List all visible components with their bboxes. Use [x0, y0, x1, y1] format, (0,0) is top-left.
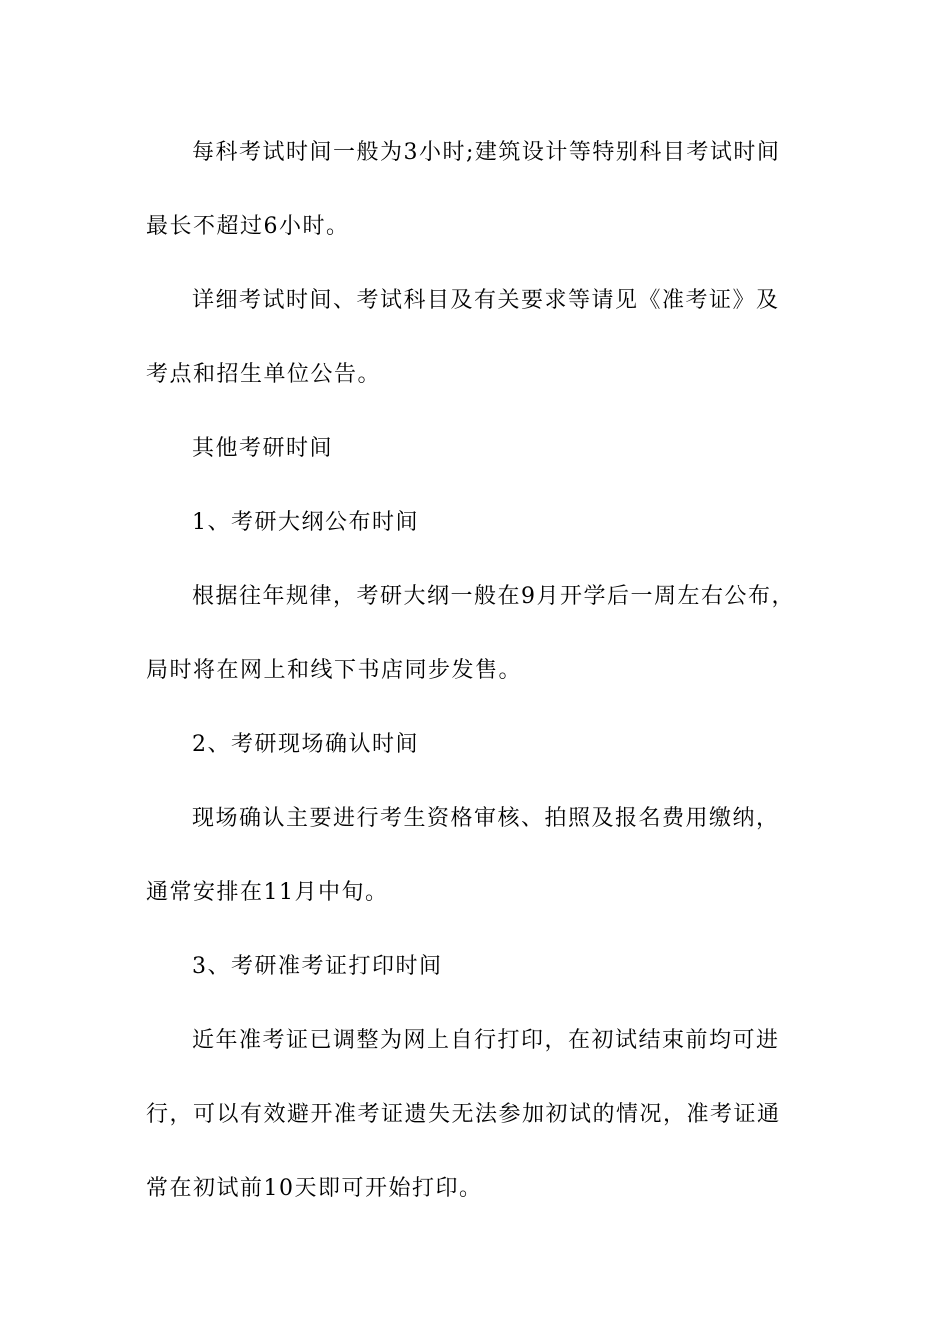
section-heading: 其他考研时间	[192, 436, 334, 461]
subsection-heading: 1、考研大纲公布时间	[192, 510, 419, 535]
paragraph-line: 最长不超过6小时。	[146, 214, 350, 239]
paragraph-line: 考点和招生单位公告。	[146, 362, 382, 387]
paragraph-line: 通常安排在11月中旬。	[146, 880, 389, 905]
paragraph-line: 近年准考证已调整为网上自行打印，在初试结束前均可进	[192, 1028, 780, 1053]
paragraph-line: 每科考试时间一般为3小时;建筑设计等特别科目考试时间	[192, 140, 781, 165]
paragraph-line: 现场确认主要进行考生资格审核、拍照及报名费用缴纳，	[192, 806, 780, 831]
paragraph-line: 局时将在网上和线下书店同步发售。	[146, 658, 523, 683]
paragraph-line: 根据往年规律，考研大纲一般在9月开学后一周左右公布，	[192, 584, 795, 609]
subsection-heading: 3、考研准考证打印时间	[192, 954, 443, 979]
paragraph-line: 行，可以有效避开准考证遗失无法参加初试的情况，准考证通	[146, 1102, 781, 1127]
subsection-heading: 2、考研现场确认时间	[192, 732, 419, 757]
paragraph-line: 常在初试前10天即可开始打印。	[146, 1176, 483, 1201]
paragraph-line: 详细考试时间、考试科目及有关要求等请见《准考证》及	[192, 288, 780, 313]
